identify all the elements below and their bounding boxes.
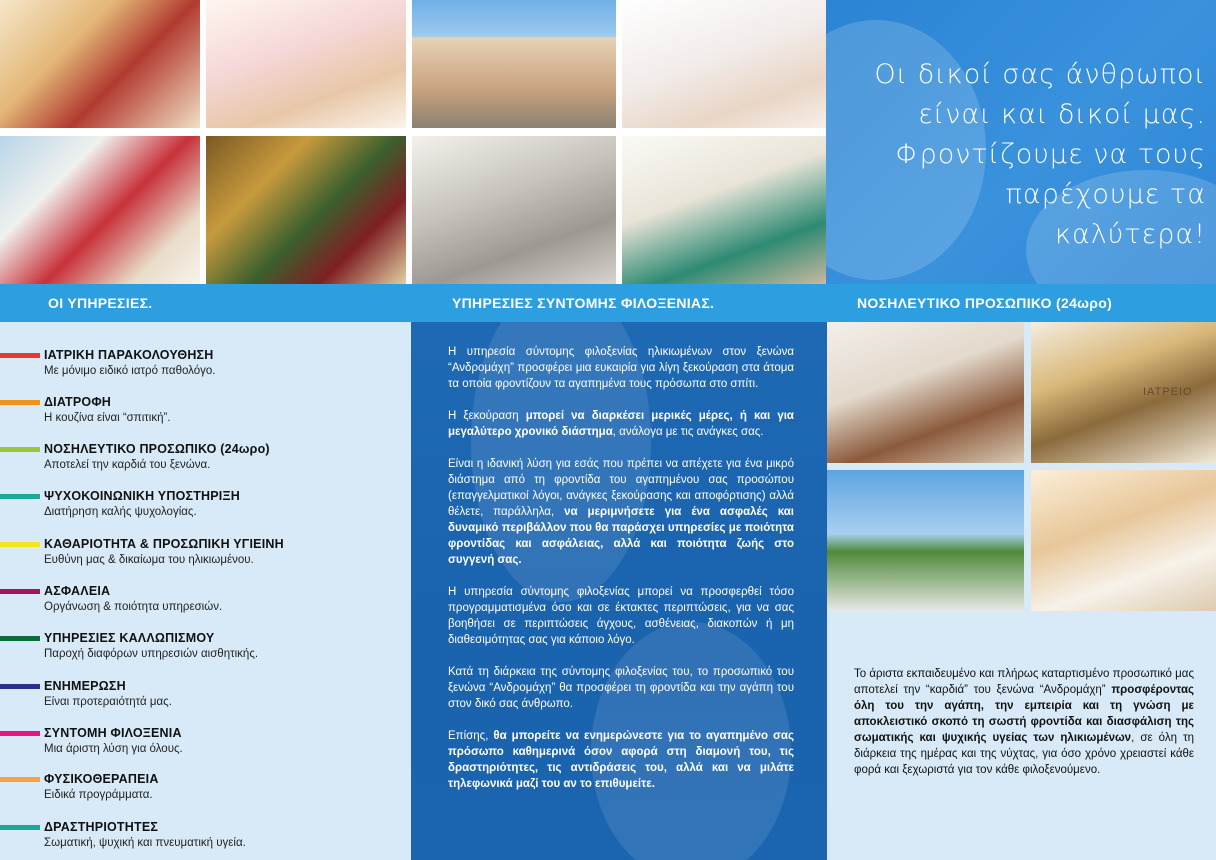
service-title: ΑΣΦΑΛΕΙΑ	[44, 584, 111, 598]
service-color-bar	[0, 777, 40, 782]
paragraph-text: Η ξεκούραση	[448, 410, 526, 422]
service-desc: Ευθύνη μας & δικαίωμα του ηλικιωμένου.	[44, 554, 254, 566]
photo-kitchen	[412, 136, 616, 284]
service-color-bar	[0, 542, 40, 547]
service-title: ΕΝΗΜΕΡΩΣΗ	[44, 679, 126, 693]
paragraph	[448, 584, 794, 648]
short-stay-column	[411, 322, 827, 860]
service-title: ΙΑΤΡΙΚΗ ΠΑΡΑΚΟΛΟΥΘΗΣΗ	[44, 348, 214, 362]
header-nursing: ΝΟΣΗΛΕΥΤΙΚΟ ΠΡΟΣΩΠΙΚΟ (24ωρο)	[857, 295, 1113, 311]
paragraph-text: Επίσης,	[448, 730, 494, 742]
paragraph-text: Το άριστα εκπαιδευμένο και πλήρως καταρτισμένο προσωπικό μας αποτελεί την “καρδιά” του ξενώνα “Ανδρομάχη”	[854, 668, 1194, 696]
service-desc: Οργάνωση & ποιότητα υπηρεσιών.	[44, 601, 223, 613]
service-item	[0, 726, 411, 766]
service-color-bar	[0, 636, 40, 641]
paragraph-text: , σε όλη τη διάρκεια της ημέρας και της νύχτας, για όσο χρόνο χρειαστεί κάθε φορά και ξεχωριστά για τον κάθε φιλοξενούμενο.	[854, 732, 1195, 776]
service-title: ΦΥΣΙΚΟΘΕΡΑΠΕΙΑ	[44, 772, 159, 786]
paragraph-text: Κατά τη διάρκεια της σύντομης φιλοξενίας του, το προσωπικό του ξενώνα “Ανδρομάχη” θα προσφέρει τη φροντίδα και την αγάπη του στον δικό σας άνθρωπο.	[448, 666, 794, 710]
service-desc: Παροχή διαφόρων υπηρεσιών αισθητικής.	[44, 648, 259, 660]
service-color-bar	[0, 589, 40, 594]
photo-nursing-room	[827, 322, 1024, 463]
header-services: ΟΙ ΥΠΗΡΕΣΙΕΣ.	[48, 295, 153, 311]
paragraph-text: , ανάλογα με τις ανάγκες σας.	[612, 426, 764, 438]
service-title: ΣΥΝΤΟΜΗ ΦΙΛΟΞΕΝΙΑ	[44, 726, 182, 740]
hero-slogan	[856, 55, 1206, 255]
service-color-bar	[0, 353, 40, 358]
service-title: ΔΙΑΤΡΟΦΗ	[44, 395, 112, 409]
service-title: ΚΑΘΑΡΙΟΤΗΤΑ & ΠΡΟΣΩΠΙΚΗ ΥΓΙΕΙΝΗ	[44, 537, 284, 551]
photo-garden-deer	[827, 470, 1024, 611]
photo-hall-plants	[206, 0, 406, 128]
service-color-bar	[0, 400, 40, 405]
service-item	[0, 489, 411, 529]
hero-line: παρέχουμε τα καλύτερα!	[1005, 179, 1206, 250]
paragraph-emphasis: θα μπορείτε να ενημερώνεστε για το αγαπημένο σας πρόσωπο καθημερινά όσον αφορά στη διαμονή του, τις δραστηριότητες, τις αντιδράσεις του, αλλά και να μιλάτε τηλεφωνικά μαζί του αν το επιθυμείτε.	[448, 730, 794, 790]
service-item	[0, 584, 411, 624]
photo-living-room	[0, 136, 200, 284]
service-color-bar	[0, 825, 40, 830]
service-desc: Είναι προτεραιότητά μας.	[44, 696, 172, 708]
service-desc: Σωματική, ψυχική και πνευματική υγεία.	[44, 837, 246, 849]
photo-dining-room	[622, 0, 826, 128]
photo-medical-office	[1031, 322, 1216, 463]
hero-panel	[826, 0, 1216, 284]
paragraph-emphasis: προσφέροντας όλη του την αγάπη, την εμπειρία και τη γνώση με αποκλειστικό σκοπό τη σωστή φροντίδα και διασφάλιση της σωματικής και ψυχικής υγείας των ηλικιωμένων	[854, 684, 1194, 744]
nursing-text	[854, 666, 1194, 778]
photo-golden-salon	[206, 136, 406, 284]
photo-bedroom	[622, 136, 826, 284]
service-title: ΨΥΧΟΚΟΙΝΩΝΙΚΗ ΥΠΟΣΤΗΡΙΞΗ	[44, 489, 240, 503]
hero-line: Φροντίζουμε να τους	[895, 139, 1206, 170]
paragraph-text: Η υπηρεσία σύντομης φιλοξενίας ηλικιωμένων στον ξενώνα “Ανδρομάχη” προσφέρει μια ευκαιρία για λίγη ξεκούραση στα άτομα τα οποία φροντίζουν τα αγαπημένα τους πρόσωπα στο σπίτι.	[448, 346, 794, 390]
photo-building-exterior	[412, 0, 616, 128]
paragraph	[448, 664, 794, 712]
paragraph	[448, 344, 794, 392]
service-title: ΥΠΗΡΕΣΙΕΣ ΚΑΛΛΩΠΙΣΜΟΥ	[44, 631, 215, 645]
service-item	[0, 442, 411, 482]
service-item	[0, 395, 411, 435]
service-color-bar	[0, 731, 40, 736]
service-item	[0, 772, 411, 812]
service-desc: Ειδικά προγράμματα.	[44, 789, 153, 801]
hero-line: Οι δικοί σας άνθρωποι	[874, 59, 1206, 90]
service-title: ΔΡΑΣΤΗΡΙΟΤΗΤΕΣ	[44, 820, 159, 834]
hero-line: είναι και δικοί μας.	[918, 99, 1206, 130]
paragraph-emphasis: μπορεί να διαρκέσει μερικές μέρες, ή και για μεγαλύτερο χρονικό διάστημα	[448, 410, 794, 438]
photo-accessible-bathroom	[1031, 470, 1216, 611]
photo-reception-lounge	[0, 0, 200, 128]
paragraph	[448, 408, 794, 440]
service-color-bar	[0, 447, 40, 452]
service-item	[0, 679, 411, 719]
office-sign-text: ΙΑΤΡΕΙΟ	[1143, 386, 1193, 398]
service-item	[0, 631, 411, 671]
service-item	[0, 820, 411, 860]
paragraph-text: Είναι η ιδανική λύση για εσάς που πρέπει να απέχετε για ένα μικρό διάστημα από τη φροντίδα του αγαπημένου σας προσώπου (επαγγελματικοί λόγοι, ανάγκες ξεκούρασης και αποφόρτισης) αλλά θέλετε, παράλληλα,	[448, 458, 794, 518]
paragraph	[448, 728, 794, 792]
paragraph-text: Η υπηρεσία σύντομης φιλοξενίας μπορεί να προσφερθεί τόσο προγραμματισμένα όσο και σε έκτακτες περιπτώσεις, για να σας βοηθήσει σε περιπτώσεις άγχους, ασθένειας, διακοπών ή μη διαθεσιμότητας σας για κάποιο λόγο.	[448, 586, 794, 646]
section-header-bar	[0, 284, 1216, 322]
paragraph	[448, 456, 794, 568]
service-desc: Διατήρηση καλής ψυχολογίας.	[44, 506, 197, 518]
service-desc: Αποτελεί την καρδιά του ξενώνα.	[44, 459, 211, 471]
service-item	[0, 348, 411, 388]
short-stay-text	[448, 344, 794, 808]
header-short-stay: ΥΠΗΡΕΣΙΕΣ ΣΥΝΤΟΜΗΣ ΦΙΛΟΞΕΝΙΑΣ.	[452, 295, 715, 311]
service-item	[0, 537, 411, 577]
service-title: ΝΟΣΗΛΕΥΤΙΚΟ ΠΡΟΣΩΠΙΚΟ (24ωρο)	[44, 442, 270, 456]
paragraph-emphasis: να μεριμνήσετε για ένα ασφαλές και δυναμικό περιβάλλον που θα παράσχει υπηρεσίες με ποιότητα φροντίδας και ασφάλειας, αλλά και ποιότητα ζωής στο συγγενή σας.	[448, 506, 794, 566]
service-color-bar	[0, 494, 40, 499]
service-desc: Η κουζίνα είναι “σπιτική”.	[44, 412, 171, 424]
services-column	[0, 322, 411, 860]
service-color-bar	[0, 684, 40, 689]
service-desc: Με μόνιμο ειδικό ιατρό παθολόγο.	[44, 365, 216, 377]
service-desc: Μια άριστη λύση για όλους.	[44, 743, 183, 755]
